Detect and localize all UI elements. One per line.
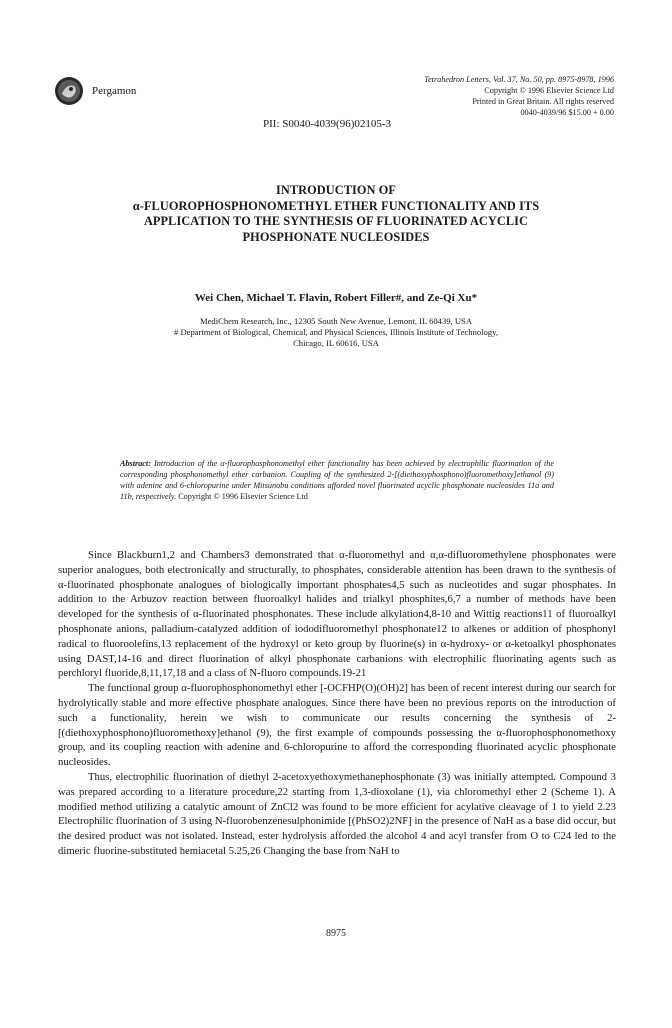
body-paragraph: Thus, electrophilic fluorination of diethyl 2-acetoxyethoxymethanephosphonate (3) was initially attempted. Compound 3 was prepared according to a literature procedure,22 starting from 1,3-dioxolane (1), via chloromethyl ether 2 (Scheme 1). A modified method utilizing a catalytic amount of ZnCl2 was found to be more efficient for acylative cleavage of 1 to yield 2.23 Electrophilic fluorination of 3 using N-fluorobenzenesulphonimide [(PhSO2)2NF] in the presence of NaH as a base did occur, but the desired product was not isolated. Instead, ester hydrolysis afforded the alcohol 4 and acyl transfer from O to C24 led to the dimeric fluorine-substituted hemiacetal 5.25,26 Changing the base from NaH to — [58, 770, 616, 857]
price-line: 0040-4039/96 $15.00 + 0.00 — [520, 108, 614, 117]
affiliation-line: Chicago, IL 60616, USA — [293, 338, 379, 348]
publisher-name: Pergamon — [92, 85, 137, 97]
copyright-line: Copyright © 1996 Elsevier Science Ltd — [484, 86, 614, 95]
body-paragraph: Since Blackburn1,2 and Chambers3 demonstrated that α-fluoromethyl and α,α-difluoromethylene phosphonates were superior analogues, both electronically and structurally, to phosphates, considerable attention has been drawn to the synthesis of α-fluorinated phosphonate analogues of biologically important phosphates4,5 such as nucleotides and sugar phosphates. In addition to the Arbuzov reaction between fluoroalkyl halides and trialkyl phosphites,6,7 a number of methods have been developed for the synthesis of α-fluorinated phosphonates. These include alkylation4,8-10 and Wittig reactions11 of fluoroalkyl phosphonate anions, palladium-catalyzed addition of iododifluoromethyl phosphonate12 to alkenes or addition of phosphonyl radical to fluoroolefins,13 replacement of the hydroxyl or keto group by fluorine(s) in α-hydroxy- or α-ketoalkyl phosphonates using DAST,14-16 and direct fluorination of alkyl phosphonate carbanions with electrophilic fluorinating agents such as perchloryl fluoride,8,11,17,18 and a class of N-fluoro compounds.19-21 — [58, 549, 616, 680]
abstract — [120, 458, 554, 502]
author-list: Wei Chen, Michael T. Flavin, Robert Filler#, and Ze-Qi Xu* — [194, 292, 478, 304]
abstract-label: Abstract: — [120, 459, 151, 468]
title-line: INTRODUCTION OF — [275, 183, 397, 197]
journal-citation: Tetrahedron Letters, Vol. 37, No. 50, pp. 8975-8978, 1996 — [424, 75, 614, 84]
printed-line: Printed in Great Britain. All rights reserved — [472, 97, 614, 106]
journal-info — [424, 74, 614, 118]
abstract-copyright: Copyright © 1996 Elsevier Science Ltd — [178, 492, 308, 501]
affiliations — [60, 316, 612, 349]
affiliation-line: # Department of Biological, Chemical, and Physical Sciences, Illinois Institute of Technology, — [174, 327, 498, 337]
abstract-text: Introduction of the α-fluorophosphonomethyl ether functionality has been achieved by electrophilic fluorination of the corresponding phosphonomethyl ether carbanion. Coupling of the synthesized 2-[(diethoxyphosphono)fluoromethoxy]ethanol (9) with adenine and 6-chloropurine under Mitsunobu conditions afforded novel fluorinated acyclic phosphonate nucleosides 11a and 11b, respectively. — [120, 459, 555, 501]
article-title — [60, 183, 612, 245]
pii-identifier: PII: S0040-4039(96)02105-3 — [263, 118, 392, 130]
page-number: 8975 — [326, 928, 346, 939]
pergamon-logo-icon — [54, 76, 84, 106]
title-line: PHOSPHONATE NUCLEOSIDES — [242, 229, 430, 244]
affiliation-line: MediChem Research, Inc., 12305 South New Avenue, Lemont, IL 60439, USA — [199, 316, 473, 326]
article-body — [58, 548, 616, 859]
body-paragraph: The functional group α-fluorophosphonomethyl ether [-OCFHP(O)(OH)2] has been of recent interest during our search for hydrolytically stable and more effective phosphate analogues. Since there have been no previous reports on the introduction of such a functionality, herein we wish to communicate our results concerning the synthesis of 2-[(diethoxyphosphono)fluoromethoxy]ethanol (9), the first example of compounds possessing the α-fluorophosphonomethoxy group, and its coupling reaction with adenine and 6-chloropurine to afford the corresponding fluorinated acyclic phosphonate nucleosides. — [58, 682, 616, 769]
title-line: APPLICATION TO THE SYNTHESIS OF FLUORINATED ACYCLIC — [143, 214, 529, 229]
title-line: α-FLUOROPHOSPHONOMETHYL ETHER FUNCTIONALITY AND ITS — [132, 198, 540, 213]
